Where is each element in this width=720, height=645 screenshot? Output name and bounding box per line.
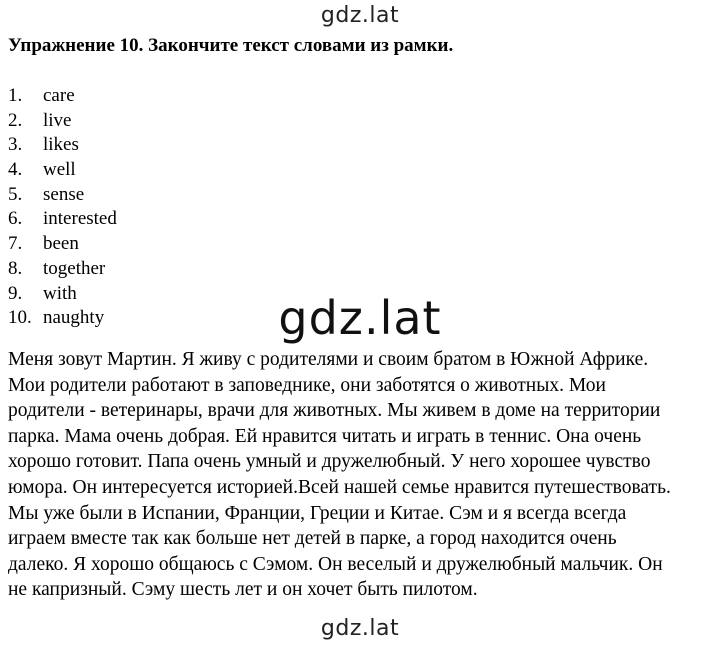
- answer-number: 9.: [8, 282, 23, 304]
- passage-line: играем вместе так как больше нет детей в парке, а город находится очень: [8, 528, 617, 550]
- passage-text: [8, 347, 718, 603]
- answer-number: 1.: [8, 85, 23, 106]
- answer-item: [8, 109, 117, 134]
- answer-number: 3.: [8, 134, 23, 156]
- passage-line: Мы уже были в Испании, Франции, Греции и Китае. Сэм и я всегда всегда: [8, 502, 627, 524]
- answer-number: 4.: [8, 159, 23, 181]
- answer-item: [8, 207, 117, 232]
- answer-word: together: [43, 257, 106, 279]
- answer-number: 6.: [8, 208, 23, 230]
- answer-number: 2.: [8, 109, 23, 131]
- answer-item: [8, 232, 117, 257]
- passage-line: парка. Мама очень добрая. Ей нравится читать и играть в теннис. Она очень: [8, 425, 642, 447]
- passage-line: не капризный. Сэму шесть лет и он хочет быть пилотом.: [8, 579, 478, 601]
- answer-word: interested: [43, 208, 117, 230]
- answer-item: [8, 158, 117, 183]
- answer-word: well: [43, 159, 76, 181]
- answer-number: 5.: [8, 183, 23, 205]
- watermark-top: gdz.lat: [320, 3, 400, 28]
- answer-item: [8, 84, 117, 109]
- answer-item: [8, 183, 117, 208]
- passage-line: хорошо готовит. Папа очень умный и дружелюбный. У него хорошее чувство: [8, 451, 651, 473]
- answer-word: sense: [43, 183, 85, 205]
- answer-number: 10.: [8, 307, 32, 329]
- answer-word: been: [43, 233, 79, 255]
- watermark-middle: gdz.lat: [278, 291, 442, 345]
- answer-item: [8, 257, 117, 282]
- answer-word: care: [43, 85, 75, 106]
- answer-word: live: [43, 109, 72, 131]
- passage-line: юмора. Он интересуется историей.Всей нашей семье нравится путешествовать.: [8, 476, 671, 498]
- watermark-bottom: gdz.lat: [320, 616, 400, 641]
- answer-item: [8, 133, 117, 158]
- answer-number: 8.: [8, 257, 23, 279]
- answer-word: with: [43, 282, 77, 304]
- passage-line: Мои родители работают в заповеднике, они заботятся о животных. Мои: [8, 374, 606, 396]
- passage-line: родители - ветеринары, врачи для животных. Мы живем в доме на территории: [8, 400, 661, 422]
- answer-word: likes: [43, 134, 79, 156]
- exercise-title: Упражнение 10. Закончите текст словами из рамки.: [8, 35, 454, 56]
- answer-number: 7.: [8, 233, 23, 255]
- answer-word: naughty: [43, 307, 105, 329]
- passage-line: Меня зовут Мартин. Я живу с родителями и своим братом в Южной Африке.: [8, 349, 649, 370]
- passage-line: далеко. Я хорошо общаюсь с Сэмом. Он веселый и дружелюбный мальчик. Он: [8, 553, 663, 575]
